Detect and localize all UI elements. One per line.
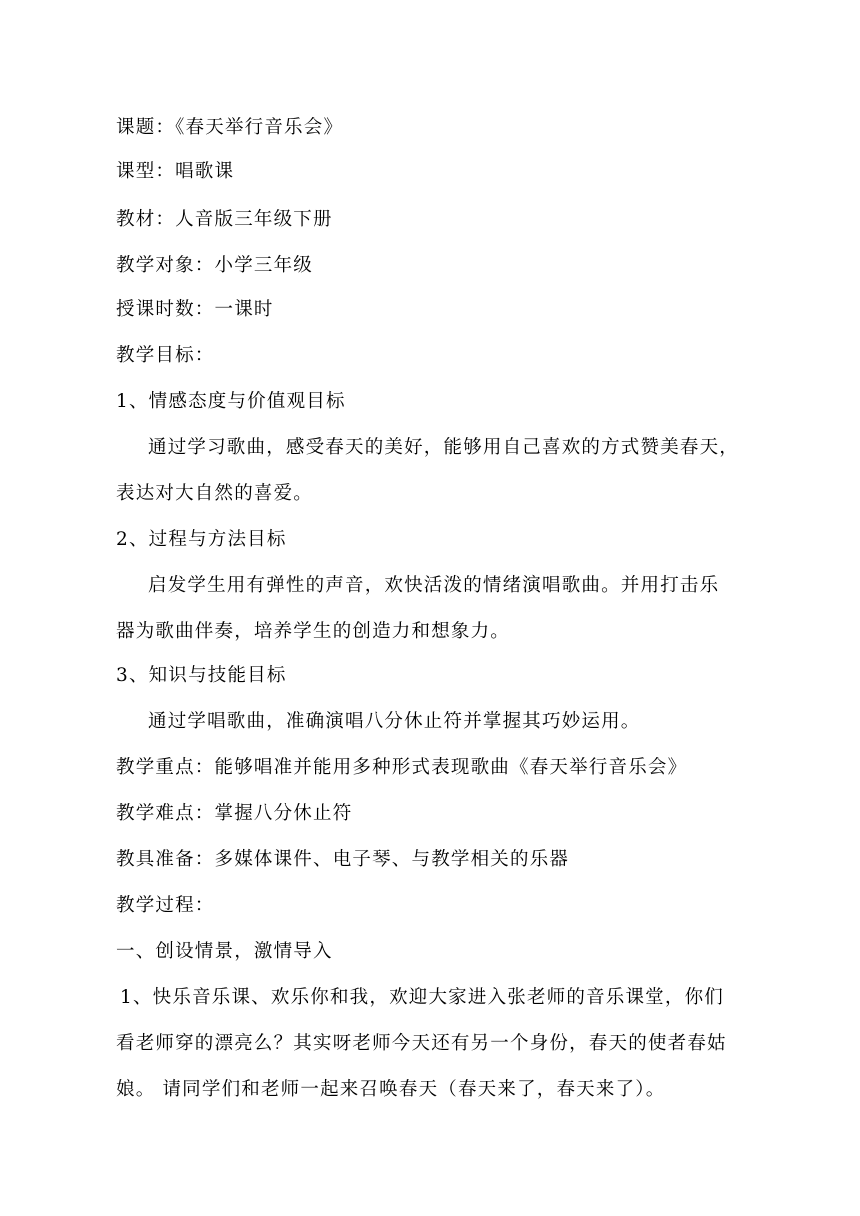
section-1-text-line-2: 看老师穿的漂亮么？其实呀老师今天还有另一个身份，春天的使者春姑 <box>116 1033 727 1054</box>
goal-2-text-line-2: 器为歌曲伴奏，培养学生的创造力和想象力。 <box>116 621 511 642</box>
class-hours-line: 授课时数：一课时 <box>116 299 274 320</box>
lesson-title-line: 课题：《春天举行音乐会》 <box>116 117 344 138</box>
goal-1-heading: 1、情感态度与价值观目标 <box>116 391 346 412</box>
lesson-type-line: 课型：唱歌课 <box>116 161 235 182</box>
goal-3-heading: 3、知识与技能目标 <box>116 665 287 686</box>
section-1-text-line-1: 1、快乐音乐课、欢乐你和我，欢迎大家进入张老师的音乐课堂，你们 <box>120 987 724 1008</box>
goal-2-heading: 2、过程与方法目标 <box>116 529 287 550</box>
goal-1-text-line-2: 表达对大自然的喜爱。 <box>116 483 314 504</box>
teaching-difficulty-line: 教学难点：掌握八分休止符 <box>116 803 353 824</box>
goal-1-text-line-1: 通过学习歌曲，感受春天的美好，能够用自己喜欢的方式赞美春天， <box>148 437 740 458</box>
teaching-focus-line: 教学重点：能够唱准并能用多种形式表现歌曲《春天举行音乐会》 <box>116 757 688 778</box>
teaching-goals-heading: 教学目标： <box>116 345 215 366</box>
teaching-process-heading: 教学过程： <box>116 895 215 916</box>
textbook-line: 教材：人音版三年级下册 <box>116 209 333 230</box>
section-1-text-line-3: 娘。 请同学们和老师一起来召唤春天（春天来了，春天来了）。 <box>116 1079 666 1100</box>
goal-2-text-line-1: 启发学生用有弹性的声音，欢快活泼的情绪演唱歌曲。并用打击乐 <box>148 575 720 596</box>
target-students-line: 教学对象：小学三年级 <box>116 255 314 276</box>
goal-3-text: 通过学唱歌曲，准确演唱八分休止符并掌握其巧妙运用。 <box>148 711 641 732</box>
section-1-heading: 一、创设情景，激情导入 <box>116 941 333 962</box>
teaching-aids-line: 教具准备：多媒体课件、电子琴、与教学相关的乐器 <box>116 849 570 870</box>
